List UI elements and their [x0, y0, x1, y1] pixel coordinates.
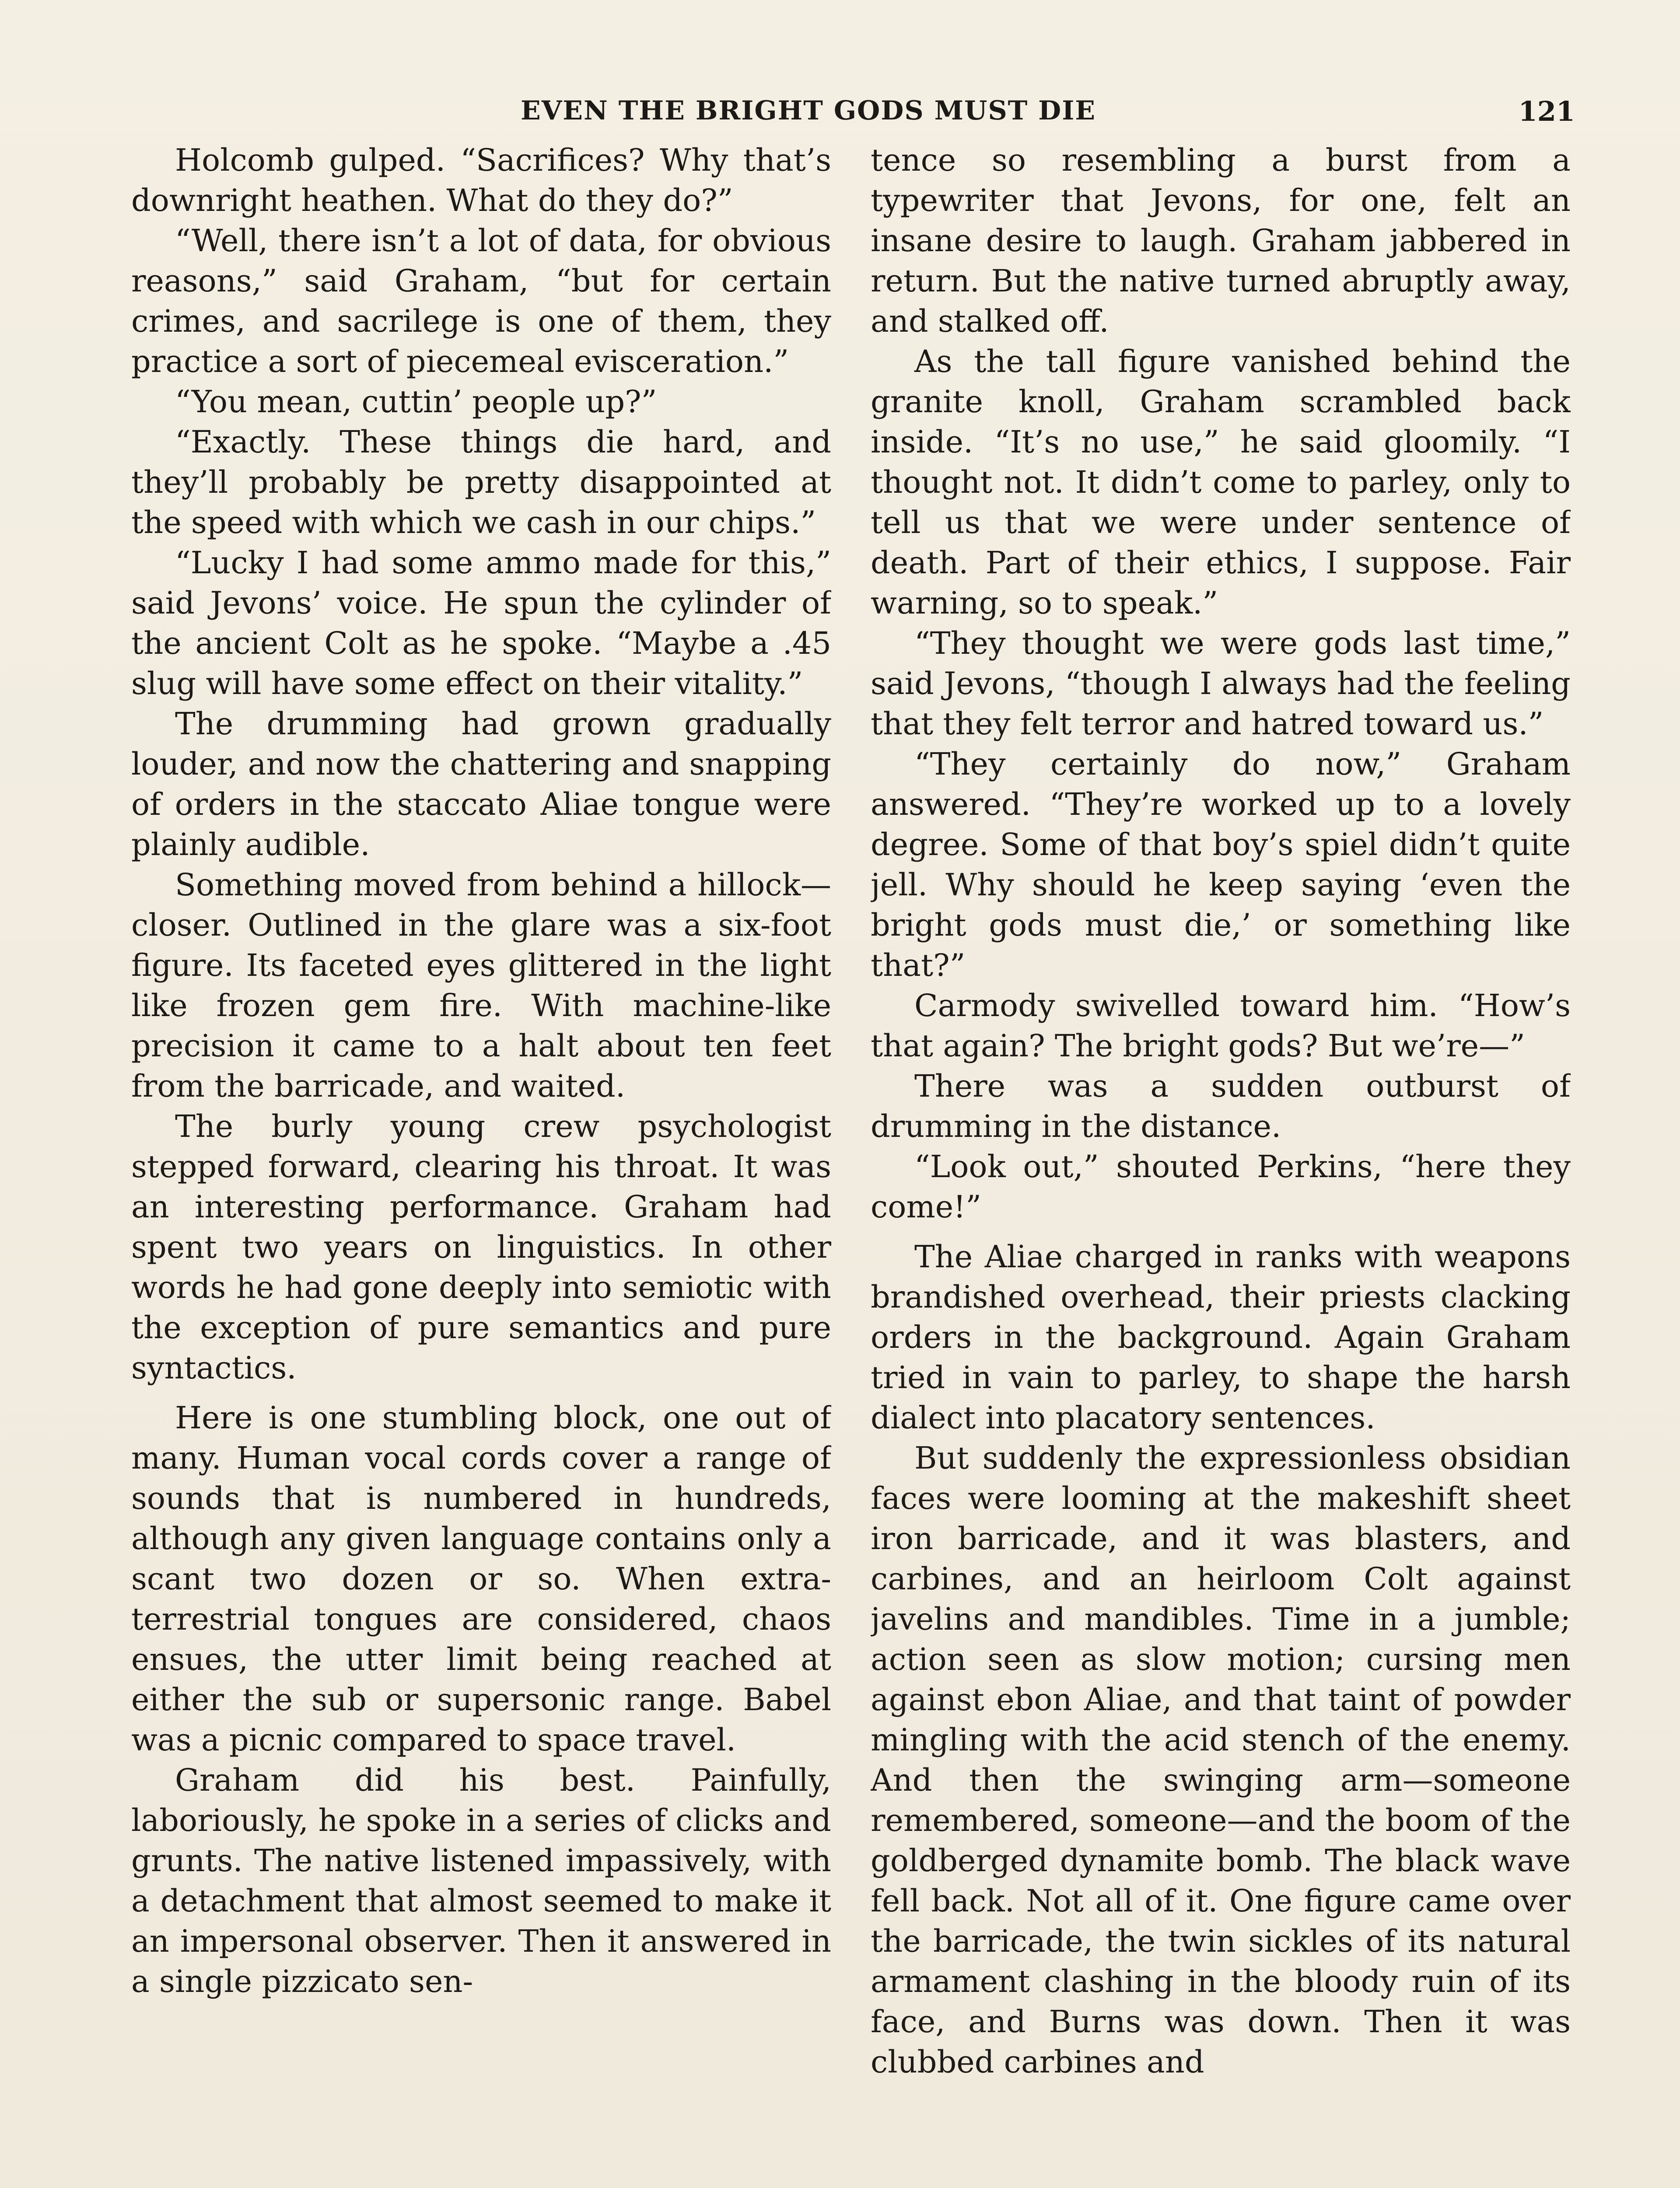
- paragraph: Holcomb gulped. “Sacrifices? Why that’s downright heathen. What do they do?”: [131, 142, 831, 218]
- right-column: [871, 140, 1571, 2188]
- paragraph: Carmody swivelled toward him. “How’s that again? The bright gods? But we’re—”: [871, 988, 1571, 1064]
- running-head: [131, 95, 1575, 130]
- paragraph: “Look out,” shouted Perkins, “here they come!”: [871, 1149, 1571, 1225]
- paragraph: tence so resembling a burst from a typewriter that Jevons, for one, felt an insane desire to laugh. Graham jabbered in return. But the native turned abruptly away, and stalked off.: [871, 142, 1571, 339]
- paragraph: “Exactly. These things die hard, and they’ll probably be pretty disappointed at the speed with which we cash in our chips.”: [131, 424, 831, 540]
- paragraph: “You mean, cuttin’ people up?”: [175, 384, 657, 420]
- paragraph: Something moved from behind a hillock—closer. Outlined in the glare was a six-foot figure. Its faceted eyes glittered in the light like frozen gem fire. With machine-like precision it came to a halt about ten feet from the barricade, and waited.: [131, 867, 831, 1104]
- paragraph: The burly young crew psychologist stepped forward, clearing his throat. It was an interesting performance. Graham had spent two years on linguistics. In other words he had gone deeply into semiotic with the exception of pure semantics and pure syntactics.: [131, 1108, 831, 1386]
- paragraph: But suddenly the expressionless obsidian faces were looming at the makeshift sheet iron barricade, and it was blasters, and carbines, and an heirloom Colt against javelins and mandibles. Time in a jumble; action seen as slow motion; cursing men against ebon Aliae, and that taint of powder mingling with the acid stench of the enemy. And then the swinging arm—someone remembered, someone—and the boom of the goldberged dynamite bomb. The black wave fell back. Not all of it. One figure came over the barricade, the twin sickles of its natural armament clashing in the bloody ruin of its face, and Burns was down. Then it was clubbed carbines and: [871, 1440, 1571, 2080]
- paragraph: There was a sudden outburst of drumming in the distance.: [871, 1068, 1571, 1144]
- paragraph: “They certainly do now,” Graham answered. “They’re worked up to a lovely degree. Some of that boy’s spiel didn’t quite jell. Why should he keep saying ‘even the bright gods must die,’ or something like that?”: [871, 746, 1571, 983]
- paragraph: Graham did his best. Painfully, laboriously, he spoke in a series of clicks and grunts. The native listened impassively, with a detachment that almost seemed to make it an impersonal observer. Then it answered in a single pizzicato sen-: [131, 1762, 831, 1999]
- running-title: EVEN THE BRIGHT GODS MUST DIE: [521, 95, 1096, 126]
- paragraph: Here is one stumbling block, one out of many. Human vocal cords cover a range of sounds that is numbered in hundreds, although any given language contains only a scant two dozen or so. When extra-terrestrial tongues are considered, chaos ensues, the utter limit being reached at either the sub or supersonic range. Babel was a picnic compared to space travel.: [131, 1400, 831, 1758]
- left-column: [131, 140, 831, 2188]
- paragraph: “Well, there isn’t a lot of data, for obvious reasons,” said Graham, “but for certain crimes, and sacrilege is one of them, they practice a sort of piecemeal evisceration.”: [131, 223, 831, 379]
- paragraph: As the tall figure vanished behind the granite knoll, Graham scrambled back inside. “It’s no use,” he said gloomily. “I thought not. It didn’t come to parley, only to tell us that we were under sentence of death. Part of their ethics, I suppose. Fair warning, so to speak.”: [871, 344, 1571, 621]
- paragraph: The drumming had grown gradually louder, and now the chattering and snapping of orders in the staccato Aliae tongue were plainly audible.: [131, 706, 831, 863]
- page-number: 121: [1518, 95, 1575, 127]
- paragraph: The Aliae charged in ranks with weapons brandished overhead, their priests clacking orders in the background. Again Graham tried in vain to parley, to shape the harsh dialect into placatory sentences.: [871, 1239, 1571, 1436]
- paragraph: “They thought we were gods last time,” said Jevons, “though I always had the feeling that they felt terror and hatred toward us.”: [871, 625, 1571, 742]
- paragraph: “Lucky I had some ammo made for this,” said Jevons’ voice. He spun the cylinder of the ancient Colt as he spoke. “Maybe a .45 slug will have some effect on their vitality.”: [131, 545, 831, 701]
